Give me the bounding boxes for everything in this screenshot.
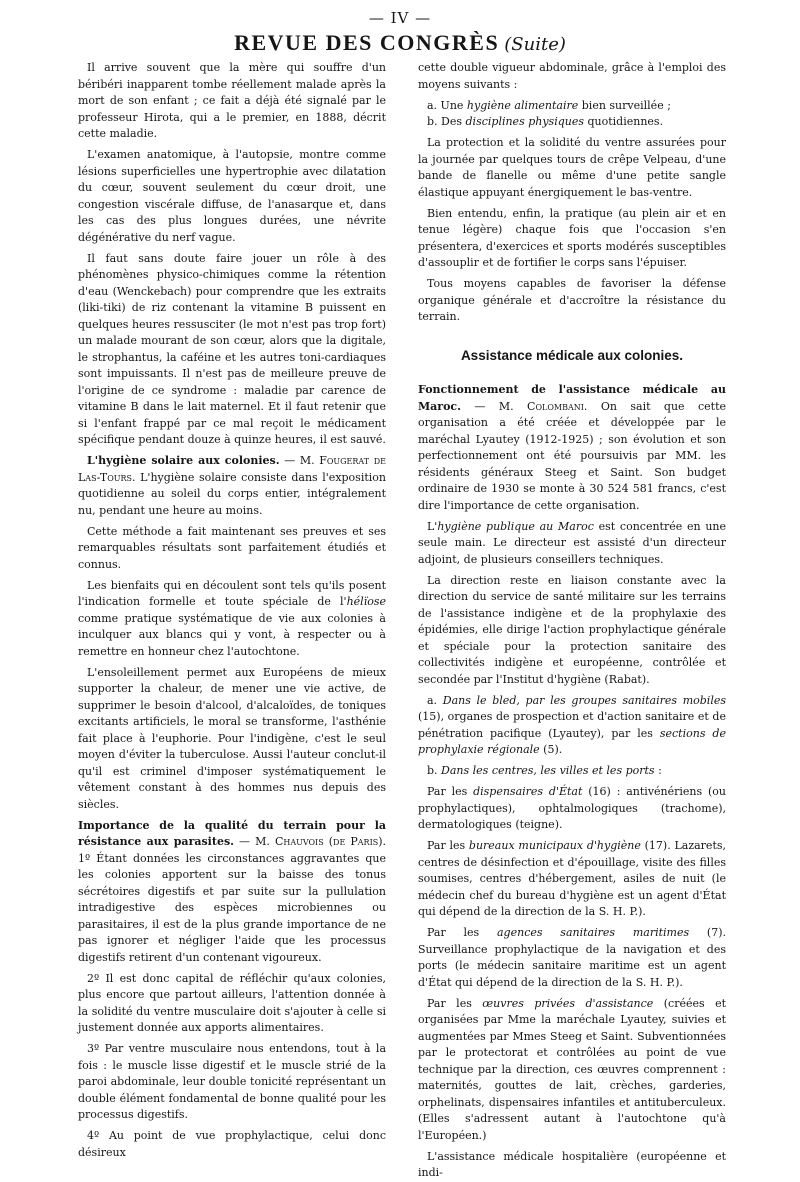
emphasis: Dans les centres, les villes et les ports — [441, 764, 655, 777]
paragraph: cette double vigueur abdominale, grâce à l'emploi des moyens suivants : — [418, 61, 726, 91]
paragraph: L'examen anatomique, à l'autopsie, montre comme lésions superficielles une hypertrophie avec dilatation du cœur, souvent seulement du cœur droit, une congestion viscérale diffuse, de l'anasarque et, dans les cas des plus longues durées, une névrite dégénérative du nerf vague. — [78, 148, 386, 244]
text-run: (créées et organisées par Mme la maréchale Lyautey, suivies et augmentées par Mmes Steeg et Saint. Subventionnées par le protectorat et contrôlées au point de vue technique par la direction, ces œuvres comprennent : maternités, gouttes de lait, crèches, garderies, orphelinats, dispensaires infantiles et antituberculeux. (Elles s'adressent autant à l'autochtone qu'à l'Européen.) — [418, 996, 727, 1142]
paragraph: 4º Au point de vue prophylactique, celui donc désireux — [78, 1129, 386, 1159]
text-run: L' — [427, 519, 438, 533]
paragraph: 3º Par ventre musculaire nous entendons, tout à la fois : le muscle lisse digestif et le muscle strié de la paroi abdominale, leur double tonicité représentant un double élément fondamental de bonne qualité pour les processus digestifs. — [78, 1042, 386, 1121]
list-item — [418, 114, 726, 131]
article-heading: L'hygiène solaire aux colonies. — [87, 454, 280, 467]
article-author: — M. Chauvois (de Paris). — [239, 835, 387, 848]
text-run: Par les — [427, 785, 474, 798]
article-text: L'hygiène solaire consiste dans l'exposition quotidienne au soleil du corps entier, intégralement nu, pendant une heure au moins. — [78, 470, 386, 517]
list-item — [418, 98, 726, 115]
paragraph: Il arrive souvent que la mère qui souffre d'un béribéri inapparent tombe réellement malade après la mort de son enfant ; ce fait a déjà été signalé par le professeur Hirota, qui a le premier, en 1888, décrit cette maladie. — [78, 61, 386, 140]
text-run: comme pratique systématique de vie aux colonies à inculquer aux blancs qui y vont, à respecter ou à remettre en honneur chez l'autochtone. — [78, 611, 386, 658]
page-header — [0, 30, 800, 56]
text-run: Par les — [427, 996, 483, 1010]
section-title: Assistance médicale aux colonies. — [460, 347, 684, 363]
paragraph: L'ensoleillement permet aux Européens de mieux supporter la chaleur, de mener une vie active, de supprimer le besoin d'alcool, d'alcaloïdes, de toniques excitants artificiels, le moral se transforme, l'asthénie fait place à l'euphorie. Pour l'indigène, c'est le seul moyen d'éviter la tuberculose. Aussi l'auteur conclut-il qu'il est criminel d'imposer systématiquement le vêtement constant à des hommes nus depuis des siècles. — [78, 665, 386, 811]
paragraph — [418, 784, 726, 834]
emphasis: Dans le bled, par les groupes sanitaires mobiles — [442, 693, 727, 707]
article-heading: Importance de la qualité du terrain pour la résistance aux parasites. — [78, 818, 386, 848]
paragraph: Tous moyens capables de favoriser la défense organique générale et d'accroître la résistance du terrain. — [418, 277, 726, 323]
text-run: (15), organes de prospection et d'action sanitaire et de pénétration pacifique (Lyautey), par les — [418, 710, 726, 740]
text-run: a. — [427, 693, 443, 707]
article-maroc — [418, 382, 726, 514]
article-text: 1º Étant données les circonstances aggravantes que les colonies apportent sur la baisse des tonus sécrétoires digestifs et par suite sur la pullulation intradigestive des espèces microbiennes ou parasitaires, il est de la plus grande importance de ne pas ignorer et négliger l'aide que les processus digestifs retirent d'un contenant vigoureux. — [78, 851, 386, 964]
header-title: REVUE DES CONGRÈS — [234, 30, 500, 55]
emphasis: hélïose — [346, 595, 386, 608]
paragraph: La direction reste en liaison constante avec la direction du service de santé militaire sur les terrains de l'assistance indigène et de la prophylaxie des épidémies, elle dirige l'action prophylactique générale et spéciale pour la protection sanitaire des collectivités indigène et européenne, contrôlée et secondée par l'Institut d'hygiène (Rabat). — [418, 573, 726, 686]
article-author: — M. Fougerat de Las-Tours. — [78, 454, 386, 484]
paragraph — [418, 763, 726, 780]
emphasis: dispensaires d'État — [473, 785, 583, 798]
paragraph — [418, 996, 726, 1145]
text-run: : — [654, 764, 662, 777]
emphasis: bureaux municipaux d'hygiène — [468, 839, 641, 852]
page-number: — IV — — [368, 9, 432, 27]
article-hygiene-solaire — [78, 453, 386, 519]
paragraph: L'assistance médicale hospitalière (européenne et indi- — [418, 1149, 726, 1179]
emphasis: hygiène alimentaire — [466, 98, 579, 112]
emphasis: hygiène publique au Maroc — [437, 519, 594, 533]
text-run: (16) : antivénériens (ou prophylactiques), ophtalmologiques (trachome), dermatologiques (teigne). — [418, 785, 727, 831]
paragraph — [418, 693, 726, 759]
left-column — [78, 60, 387, 1159]
text-run: bien surveillée ; — [578, 98, 671, 112]
right-column — [418, 60, 727, 1179]
paragraph: Il faut sans doute faire jouer un rôle à des phénomènes physico-chimiques comme la rétention d'eau (Wenckebach) pour comprendre que les extraits (liki-tiki) de riz contenant la vitamine B puissent en quelques heures ressusciter (le mot n'est pas trop fort) un malade mourant de son cœur, alors que la digitale, le strophantus, la caféine et les autres toni-cardiaques sont impuissants. Il n'est pas de meilleure preuve de l'origine de ce syndrome : maladie par carence de vitamine B dans le lait maternel. Et il faut retenir que si l'enfant frappé par ce mal reçoit le médicament spécifique pendant douze à quinze heures, il est sauvé. — [78, 251, 386, 446]
emphasis: œuvres privées d'assistance — [482, 996, 654, 1010]
text-run: b. — [427, 764, 442, 777]
text-run: Les bienfaits qui en découlent sont tels qu'ils posent l'indication formelle et toute spéciale de l' — [78, 578, 386, 608]
text-run: Par les — [427, 926, 497, 939]
paragraph — [418, 519, 726, 569]
article-terrain — [78, 818, 386, 967]
paragraph — [418, 838, 726, 921]
article-text: On sait que cette organisation a été créée et développée par le maréchal Lyautey (1912-1925) ; son évolution et son perfectionnement ont été poursuivis par MM. les résidents généraux Steeg et Saint. Son budget ordinaire de 1930 se monte à 30 524 581 francs, c'est dire l'importance de cette organisation. — [418, 399, 727, 512]
text-run: (17). Lazarets, centres de désinfection et d'épouillage, visite des filles soumises, centres d'hébergement, asiles de nuit (le médecin chef du bureau d'hygiène est un agent d'État qui dépend de la direction de la S. H. P.). — [418, 839, 727, 918]
paragraph: 2º Il est donc capital de réfléchir qu'aux colonies, plus encore que partout ailleurs, l'attention donnée à la solidité du ventre musculaire doit s'ajouter à celle si justement donnée aux apports alimentaires. — [78, 971, 386, 1034]
text-run: a. Une — [427, 98, 467, 112]
text-run: Par les — [427, 839, 469, 852]
text-run: b. Des — [427, 115, 466, 128]
article-author: — M. Colombani. — [474, 399, 588, 413]
text-run: est concentrée en une seule main. Le directeur est assisté d'un directeur adjoint, de plusieurs conseillers techniques. — [418, 519, 727, 566]
paragraph — [78, 578, 386, 661]
paragraph: La protection et la solidité du ventre assurées pour la journée par quelques tours de crêpe Velpeau, d'une bande de flanelle ou même d'une petite sangle élastique appuyant énergiquement le bas-ventre. — [418, 136, 726, 199]
text-run: quotidiennes. — [584, 115, 664, 128]
paragraph: Bien entendu, enfin, la pratique (au plein air et en tenue légère) chaque fois que l'occasion s'en présentera, d'exercices et sports modérés susceptibles d'assouplir et de fortifier le corps sans l'épuiser. — [418, 206, 726, 269]
text-run: (5). — [539, 743, 563, 756]
emphasis: disciplines physiques — [465, 115, 584, 128]
paragraph — [418, 925, 726, 991]
emphasis: sections de prophylaxie régionale — [418, 726, 726, 756]
paragraph: Cette méthode a fait maintenant ses preuves et ses remarquables résultats sont parfaitement étudiés et connus. — [78, 524, 386, 571]
text-run: (7). Surveillance prophylactique de la navigation et des ports (le médecin sanitaire maritime est un agent d'État qui dépend de la direction de la S. H. P.). — [418, 926, 727, 989]
emphasis: agences sanitaires maritimes — [497, 926, 690, 939]
article-heading: Fonctionnement de l'assistance médicale au Maroc. — [418, 383, 726, 413]
header-suite: (Suite) — [504, 34, 566, 55]
